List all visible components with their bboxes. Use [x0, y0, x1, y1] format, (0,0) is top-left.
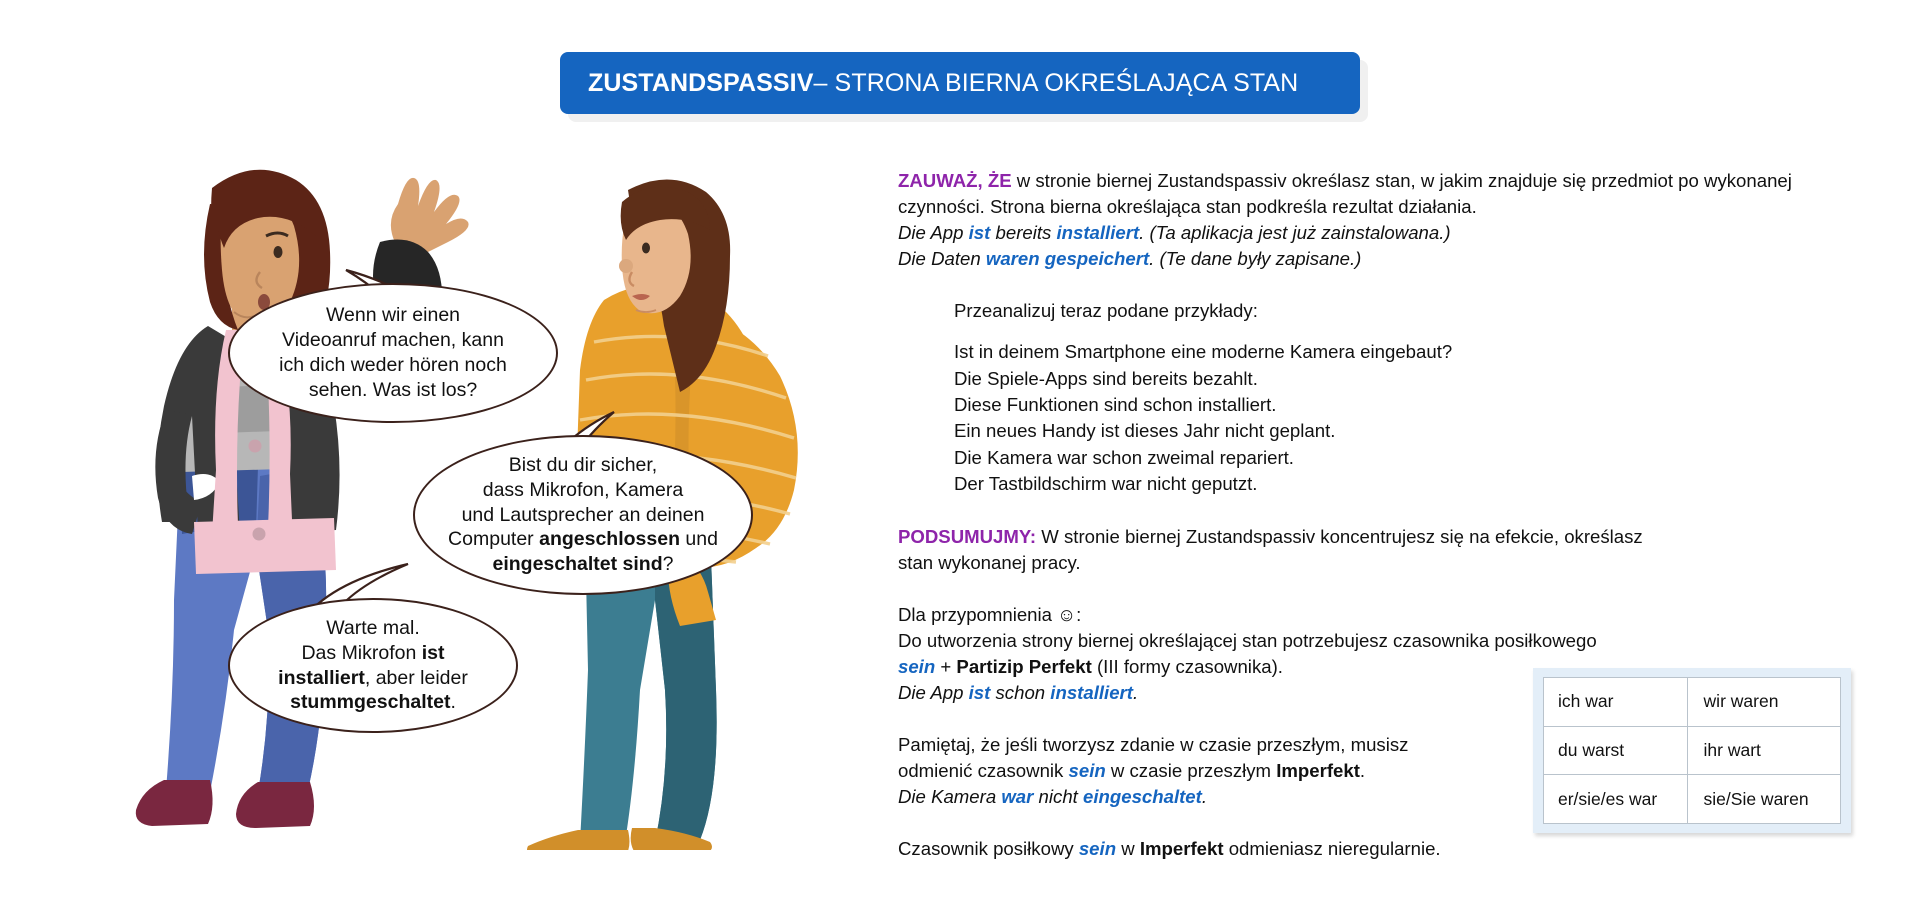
conj-cell-plural: sie/Sie waren — [1687, 775, 1840, 824]
conj-cell-singular: ich war — [1544, 678, 1688, 727]
bubble-1-line-3: ich dich weder hören noch — [279, 354, 507, 376]
bubble-1-line-1: Wenn wir einen — [325, 304, 461, 327]
hl-ist: ist — [968, 222, 991, 244]
past-line-1: Pamiętaj, że jeśli tworzysz zdanie w czasie przeszłym, musisz — [898, 733, 1409, 755]
reminder-line-2: Do utworzenia strony biernej określającej stan potrzebujesz czasownika posiłkowego — [898, 629, 1597, 651]
example-sentence: Diese Funktionen sind schon installiert. — [954, 393, 1277, 415]
title-strong: ZUSTANDSPASSIV — [588, 68, 814, 97]
bold-imperfekt: Imperfekt — [1139, 837, 1224, 859]
spacer-3 — [898, 498, 1798, 524]
table-row — [1544, 678, 1841, 727]
title-banner — [560, 52, 1360, 114]
bubble-2-line-1: Bist du dir sicher, — [508, 453, 658, 476]
title-rest: – STRONA BIERNA OKREŚLAJĄCA STAN — [813, 68, 1299, 97]
conjugation-table-panel — [1533, 668, 1851, 833]
example-sentence: Die Kamera war schon zweimal repariert. — [954, 446, 1294, 468]
bubble-3-line-4: stummgeschaltet. — [290, 691, 456, 714]
bold-partizip-perfekt: Partizip Perfekt — [956, 655, 1092, 677]
intro-block — [898, 168, 1798, 272]
reminder-example: Die App ist schon installiert. — [898, 681, 1139, 703]
conj-cell-plural: wir waren — [1687, 678, 1840, 727]
bubble-3-line-1: Warte mal. — [326, 616, 420, 639]
bold-imperfekt: Imperfekt — [1276, 759, 1360, 781]
reminder-formula: sein + Partizip Perfekt (III formy czasownika). — [898, 655, 1283, 677]
hl-waren-gespeichert: waren gespeichert — [985, 248, 1150, 270]
closing-paragraph: Czasownik posiłkowy sein w Imperfekt odmieniasz nieregularnie. — [898, 837, 1441, 859]
past-example: Die Kamera war nicht eingeschaltet. — [898, 785, 1208, 807]
intro-paragraph — [898, 168, 1798, 220]
conj-cell-plural: ihr wart — [1687, 726, 1840, 775]
bubble-2-line-5: eingeschaltet sind? — [492, 553, 674, 576]
hl-installiert: installiert — [1050, 681, 1133, 703]
examples-block — [954, 298, 1798, 497]
speech-bubble-3 — [228, 598, 518, 733]
hl-sein: sein — [1068, 759, 1106, 781]
conjugation-table — [1543, 677, 1841, 824]
hl-sein: sein — [1078, 837, 1117, 859]
examples-heading: Przeanalizuj teraz podane przykłady: — [954, 300, 1258, 322]
intro-text: w stronie biernej Zustandspassiv określasz stan, w jakim znajduje się przedmiot po wykonanej czynności. Strona bierna określająca stan podkreśla rezultat działania. — [898, 170, 1792, 218]
spacer-4 — [898, 576, 1798, 602]
example-sentence: Der Tastbildschirm war nicht geputzt. — [954, 473, 1258, 495]
example-sentence: Ein neues Handy ist dieses Jahr nicht geplant. — [954, 420, 1336, 442]
spacer-1 — [898, 272, 1798, 298]
reminder-line-1: Dla przypomnienia ☺: — [898, 603, 1082, 625]
summary-lead-label: PODSUMUJMY: — [898, 525, 1037, 547]
table-row — [1544, 726, 1841, 775]
spacer-2 — [954, 324, 1798, 339]
summary-paragraph — [898, 524, 1658, 576]
example-sentence: Ist in deinem Smartphone eine moderne Kamera eingebaut? — [954, 341, 1453, 363]
hl-sein: sein — [898, 655, 936, 677]
speech-bubble-2 — [413, 435, 753, 595]
hl-war: war — [1001, 785, 1034, 807]
hl-ist: ist — [968, 681, 991, 703]
bubble-2-line-3: und Lautsprecher an deinen — [461, 503, 705, 526]
hl-eingeschaltet: eingeschaltet — [1083, 785, 1202, 807]
bubble-3-line-3: installiert, aber leider — [278, 666, 468, 689]
bubble-1-line-4: sehen. Was ist los? — [308, 378, 478, 401]
conj-cell-singular: er/sie/es war — [1544, 775, 1688, 824]
summary-text: W stronie biernej Zustandspassiv koncentrujesz się na efekcie, określasz stan wykonanej pracy. — [898, 525, 1643, 573]
past-line-2: odmienić czasownik sein w czasie przeszłym Imperfekt. — [898, 759, 1366, 781]
hl-installiert: installiert — [1056, 222, 1140, 244]
intro-lead-label: ZAUWAŻ, ŻE — [898, 170, 1012, 191]
bubble-2-line-4: Computer angeschlossen und — [448, 528, 718, 551]
intro-example-1: Die App ist bereits installiert. (Ta aplikacja jest już zainstalowana.) — [898, 222, 1451, 244]
bubble-2-line-2: dass Mikrofon, Kamera — [482, 478, 684, 501]
example-sentence: Die Spiele-Apps sind bereits bezahlt. — [954, 367, 1258, 389]
conj-cell-singular: du warst — [1544, 726, 1688, 775]
bubble-1-line-2: Videoanruf machen, kann — [282, 329, 504, 352]
intro-example-2: Die Daten waren gespeichert. (Te dane były zapisane.) — [898, 248, 1362, 270]
speech-bubble-1 — [228, 283, 558, 423]
bubble-3-line-2: Das Mikrofon ist — [301, 641, 445, 664]
page-title — [560, 52, 1360, 114]
table-row — [1544, 775, 1841, 824]
